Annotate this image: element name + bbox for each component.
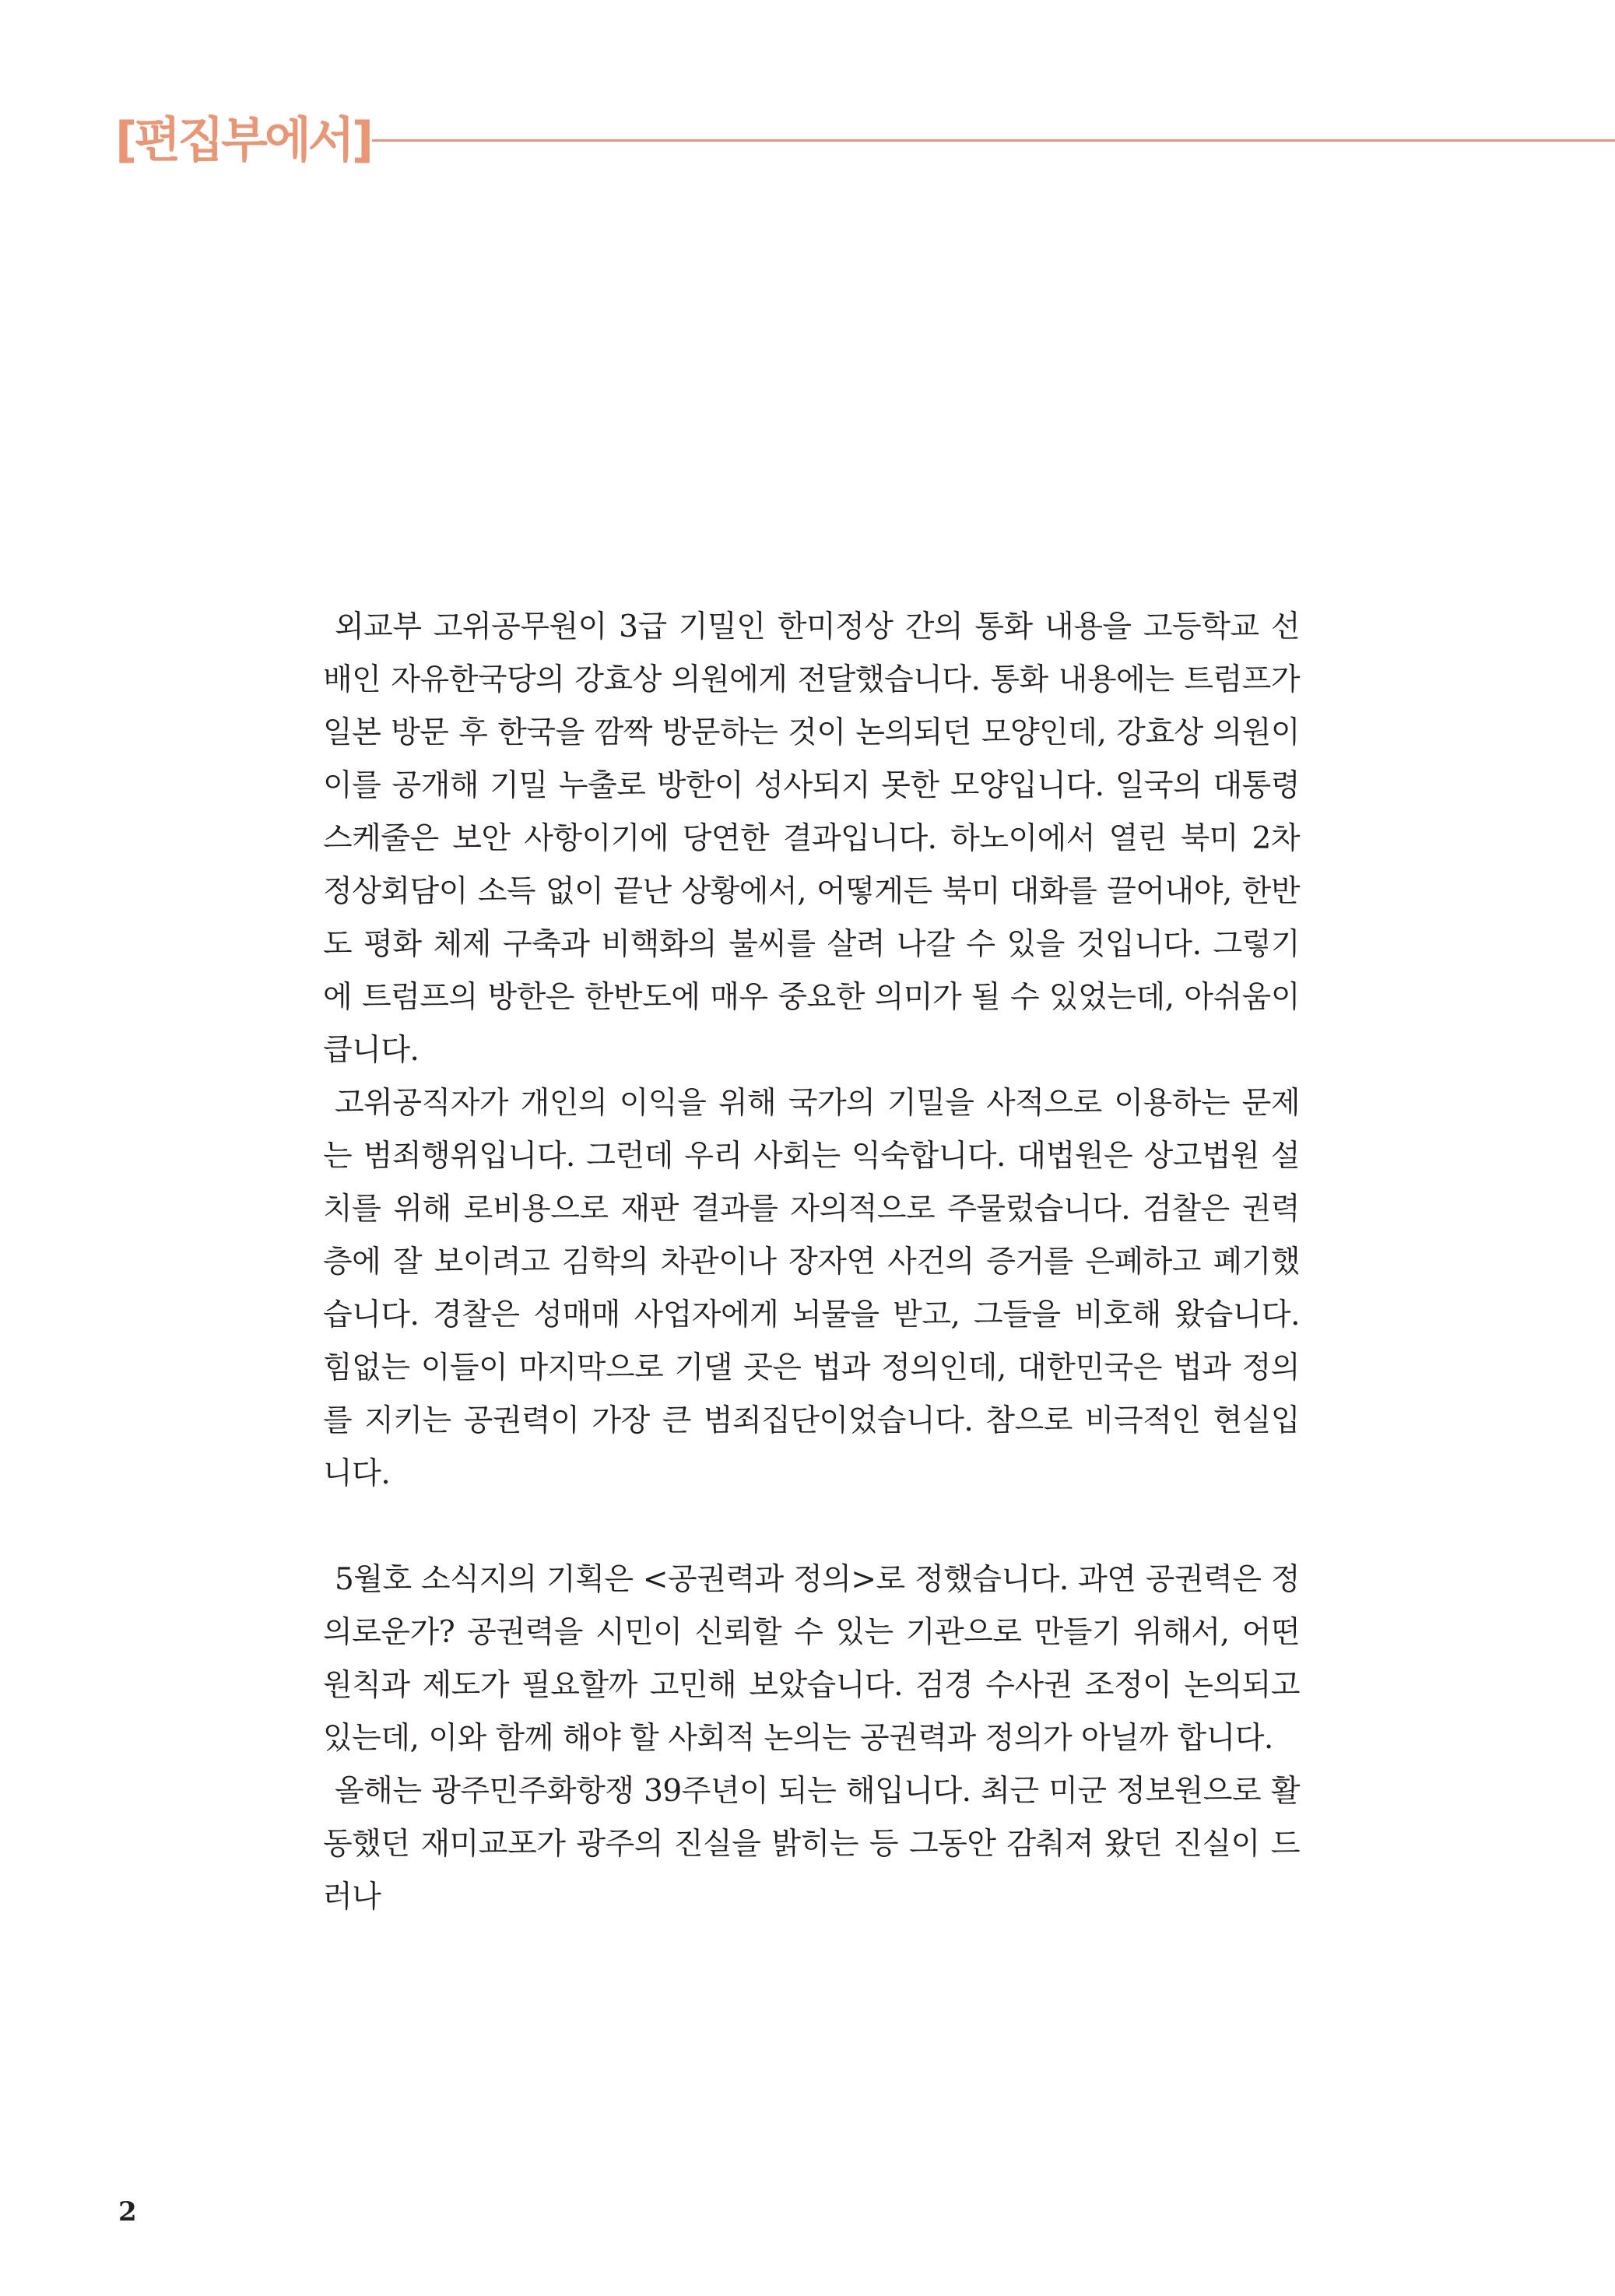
paragraph-4: 올해는 광주민주화항쟁 39주년이 되는 해입니다. 최근 미군 정보원으로 활동했던 재미교포가 광주의 진실을 밝히는 등 그동안 감춰져 왔던 진실이 드러나 [323, 1774, 1300, 1915]
paragraph-1: 외교부 고위공무원이 3급 기밀인 한미정상 간의 통화 내용을 고등학교 선배인 자유한국당의 강효상 의원에게 전달했습니다. 통화 내용에는 트럼프가 일본 방문 후 한국을 깜짝 방문하는 것이 논의되던 모양인데, 강효상 의원이 이를 공개해 기밀 누출로 방한이 성사되지 못한 모양입니다. 일국의 대통령 스케줄은 보안 사항이기에 당연한 결과입니다. 하노이에서 열린 북미 2차 정상회담이 소득 없이 끝난 상황에서, 어떻게든 북미 대화를 끌어내야, 한반도 평화 체제 구축과 비핵화의 불씨를 살려 나갈 수 있을 것입니다. 그렇기에 트럼프의 방한은 한반도에 매우 중요한 의미가 될 수 있었는데, 아쉬움이 큽니다. [323, 609, 1300, 1068]
section-header [115, 109, 1615, 171]
paragraph-2: 고위공직자가 개인의 이익을 위해 국가의 기밀을 사적으로 이용하는 문제는 범죄행위입니다. 그런데 우리 사회는 익숙합니다. 대법원은 상고법원 설치를 위해 로비용으로 재판 결과를 자의적으로 주물렀습니다. 검찰은 권력층에 잘 보이려고 김학의 차관이나 장자연 사건의 증거를 은폐하고 폐기했습니다. 경찰은 성매매 사업자에게 뇌물을 받고, 그들을 비호해 왔습니다. 힘없는 이들이 마지막으로 기댈 곳은 법과 정의인데, 대한민국은 법과 정의를 지키는 공권력이 가장 큰 범죄집단이었습니다. 참으로 비극적인 현실입니다. [323, 1086, 1300, 1491]
paragraph-3: 5월호 소식지의 기획은 <공권력과 정의>로 정했습니다. 과연 공권력은 정의로운가? 공권력을 시민이 신뢰할 수 있는 기관으로 만들기 위해서, 어떤 원칙과 제도가 필요할까 고민해 보았습니다. 검경 수사권 조정이 논의되고 있는데, 이와 함께 해야 할 사회적 논의는 공권력과 정의가 아닐까 합니다. [323, 1562, 1300, 1756]
section-title: [편집부에서] [115, 111, 371, 168]
article-body [323, 601, 1300, 1924]
header-divider [372, 139, 1615, 142]
page-number: 2 [118, 2196, 137, 2228]
